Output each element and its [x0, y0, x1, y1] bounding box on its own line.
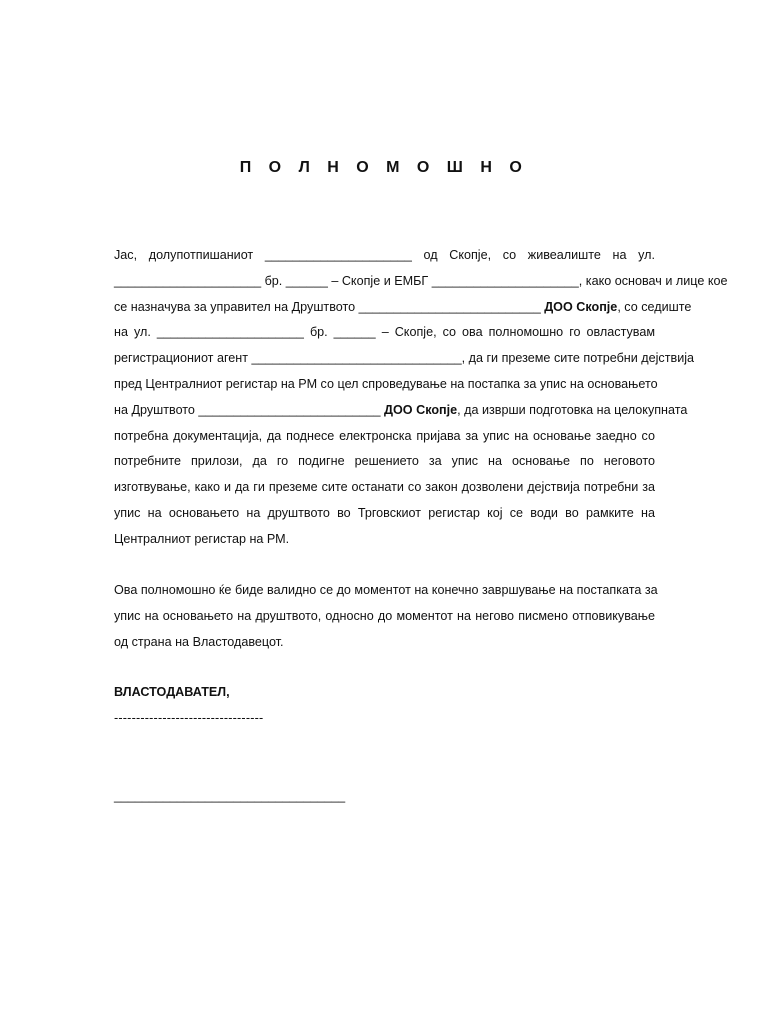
- company-name-bold: ДОО Скопје: [384, 402, 458, 417]
- text-line-tail: , со седиште: [617, 299, 692, 314]
- text-line: [114, 630, 655, 656]
- text-line-content: од страна на Властодавецот.: [114, 634, 284, 649]
- text-line: [114, 578, 658, 604]
- text-line-content: потребна документација, да поднесе електронска пријава за упис на основање заедно со: [114, 428, 655, 443]
- text-line: [114, 449, 655, 475]
- text-line: [114, 424, 655, 450]
- company-name-bold: ДОО Скопје: [544, 299, 618, 314]
- text-line: [114, 372, 658, 398]
- text-line: [114, 269, 728, 295]
- text-line-content: се назначува за управител на Друштвото __________________________: [114, 299, 545, 314]
- text-line: [114, 501, 655, 527]
- text-line-content: потребните прилози, да го подигне решението за упис на основање по неговото: [114, 454, 655, 469]
- text-line: [114, 527, 655, 553]
- text-line: [114, 243, 655, 269]
- text-line-content: регистрациониот агент ______________________________, да ги преземе сите потребни дејствија: [114, 351, 695, 366]
- text-line-content: на Друштвото __________________________: [114, 402, 385, 417]
- text-line-content: упис на основањето на друштвото во Трговскиот регистар кој се води во рамките на: [114, 505, 655, 520]
- text-line-content: изготвување, како и да ги преземе сите останати со закон дозволени дејствија потребни за: [114, 480, 655, 495]
- text-line-content: Ова полномошно ќе биде валидно се до моментот на конечно завршување на постапката за: [114, 583, 658, 597]
- text-line-content: Централниот регистар на РМ.: [114, 531, 290, 546]
- signature-dashes: ----------------------------------: [114, 711, 264, 725]
- text-line: [114, 475, 655, 501]
- signature-line: _________________________________: [114, 789, 346, 803]
- text-line: [114, 604, 655, 630]
- text-line: [114, 398, 688, 424]
- text-line-content: _____________________ бр. ______ – Скопје и ЕМБГ _____________________, како основач и лице кое: [114, 273, 728, 288]
- text-line: [114, 320, 655, 346]
- text-line-tail: , да изврши подготовка на целокупната: [457, 402, 688, 417]
- text-line-content: на ул. _____________________ бр. ______ – Скопје, со ова полномошно го овластувам: [114, 325, 655, 340]
- text-line-content: упис на основањето на друштвото, односно до моментот на негово писмено отповикување: [114, 608, 655, 623]
- paragraph-validity: [114, 578, 658, 655]
- document-title: П О Л Н О М О Ш Н О: [239, 159, 529, 176]
- text-line-content: пред Централниот регистар на РМ со цел спроведување на постапка за упис на основањето: [114, 376, 658, 391]
- text-line-content: Јас, долупотпишаниот _____________________ од Скопје, со живеалиште на ул.: [114, 248, 655, 262]
- signature-label: ВЛАСТОДАВАТЕЛ,: [114, 685, 230, 699]
- paragraph-authorization: [114, 243, 728, 553]
- text-line: [114, 295, 692, 321]
- text-line: [114, 346, 695, 372]
